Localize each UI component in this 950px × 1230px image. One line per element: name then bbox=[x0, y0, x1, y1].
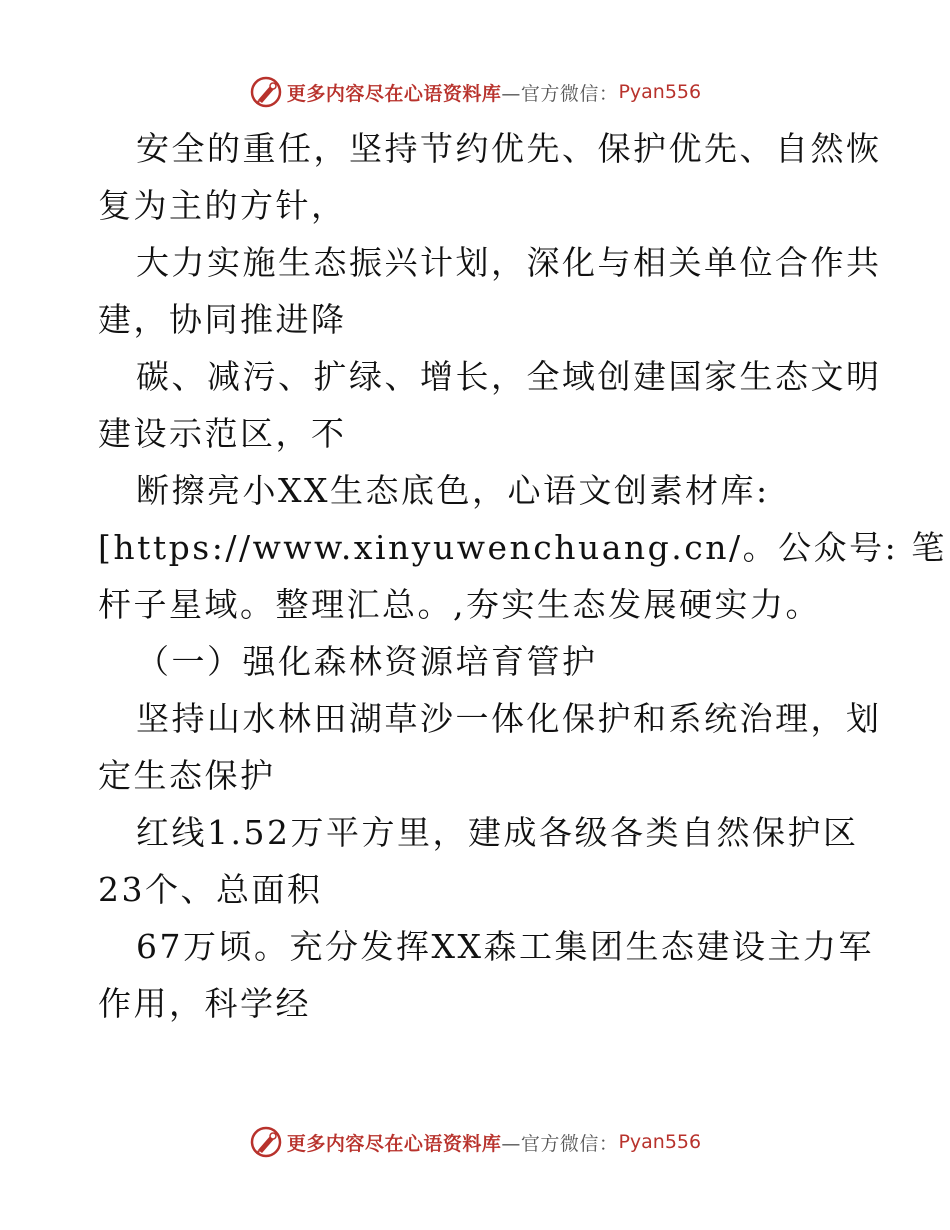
section-heading: （一）强化森林资源培育管护 bbox=[136, 642, 598, 681]
footer-brand-text: 更多内容尽在心语资料库 bbox=[286, 1132, 502, 1155]
body-line: 安全的重任，坚持节约优先、保护优先、自然恢 bbox=[136, 129, 882, 168]
header-banner bbox=[0, 72, 950, 112]
body-line: [https://www.xinyuwenchuang.cn/。公众号: 笔 bbox=[98, 528, 947, 567]
body-line: 23个、总面积 bbox=[98, 870, 323, 909]
body-line: 大力实施生态振兴计划，深化与相关单位合作共 bbox=[136, 243, 882, 282]
body-line: 建，协同推进降 bbox=[98, 300, 347, 339]
body-line: 作用，科学经 bbox=[98, 984, 311, 1023]
header-wechat-label: —官方微信： bbox=[501, 82, 619, 105]
body-line: 67万顷。充分发挥XX森工集团生态建设主力军 bbox=[136, 927, 874, 966]
body-line: 碳、减污、扩绿、增长，全域创建国家生态文明 bbox=[136, 357, 882, 396]
body-line: 坚持山水林田湖草沙一体化保护和系统治理，划 bbox=[136, 699, 882, 738]
header-brand-text: 更多内容尽在心语资料库 bbox=[286, 82, 502, 105]
document-body bbox=[98, 120, 947, 1032]
body-line: 复为主的方针， bbox=[98, 186, 347, 225]
body-line: 杆子星域。整理汇总。,夯实生态发展硬实力。 bbox=[98, 585, 821, 624]
body-line: 红线1.52万平方里，建成各级各类自然保护区 bbox=[136, 813, 859, 852]
footer-banner bbox=[0, 1122, 950, 1162]
header-wechat-id: Pyan556 bbox=[618, 81, 702, 103]
pen-logo-icon bbox=[249, 75, 283, 109]
footer-wechat-id: Pyan556 bbox=[618, 1131, 702, 1153]
pen-logo-icon bbox=[249, 1125, 283, 1159]
body-line: 断擦亮小XX生态底色，心语文创素材库: bbox=[136, 471, 770, 510]
footer-wechat-label: —官方微信： bbox=[501, 1132, 619, 1155]
body-line: 建设示范区，不 bbox=[98, 414, 347, 453]
body-line: 定生态保护 bbox=[98, 756, 276, 795]
